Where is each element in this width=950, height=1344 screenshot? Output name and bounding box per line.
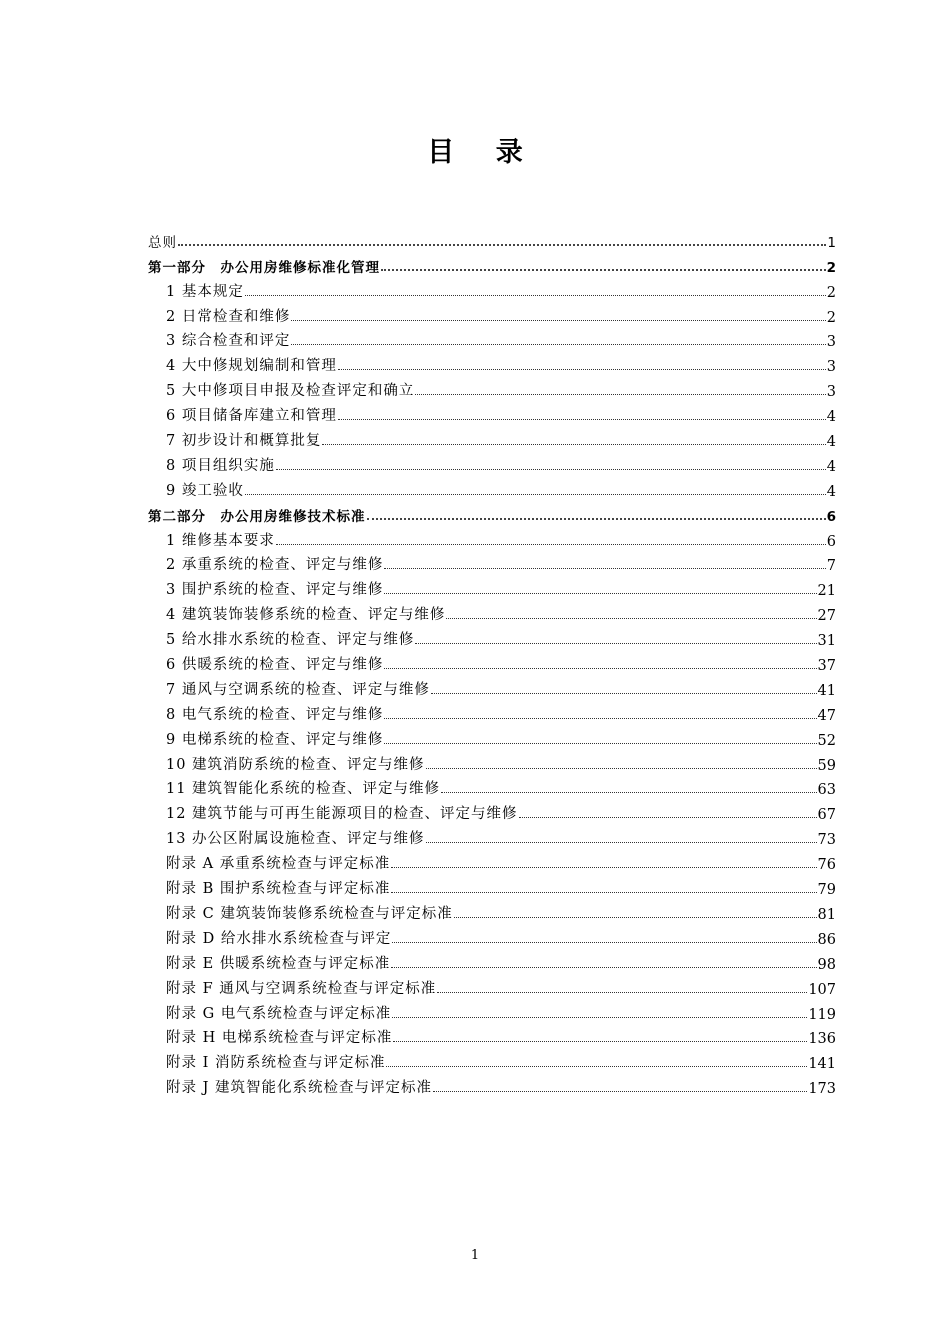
toc-entry-page: 1: [827, 234, 836, 251]
toc-entry[interactable]: [148, 724, 836, 749]
toc-entry-page: 27: [817, 608, 836, 625]
toc-leader-dots: [384, 718, 816, 719]
toc-entry-page: 4: [826, 458, 836, 475]
toc-entry[interactable]: [148, 749, 836, 774]
toc-entry[interactable]: [148, 1072, 836, 1097]
toc-entry-page: 21: [817, 583, 836, 600]
toc-entry-label: 总则: [148, 234, 177, 251]
toc-leader-dots: [433, 1091, 807, 1092]
toc-leader-dots: [245, 494, 826, 495]
toc-entry[interactable]: [148, 898, 836, 923]
toc-leader-dots: [367, 518, 826, 520]
toc-leader-dots: [391, 967, 816, 968]
toc-entry[interactable]: [148, 1047, 836, 1072]
toc-entry-label: 3 围护系统的检查、评定与维修: [166, 582, 384, 599]
toc-entry-label: 4 大中修规划编制和管理: [166, 358, 337, 375]
toc-leader-dots: [392, 1017, 807, 1018]
toc-leader-dots: [338, 369, 826, 370]
toc-leader-dots: [381, 269, 826, 271]
toc-entry-label: 第二部分 办公用房维修技术标准: [148, 508, 366, 525]
toc-entry-page: 7: [826, 558, 836, 575]
toc-entry-label: 10 建筑消防系统的检查、评定与维修: [166, 756, 425, 773]
toc-entry[interactable]: [148, 774, 836, 799]
toc-entry-label: 12 建筑节能与可再生能源项目的检查、评定与维修: [166, 806, 518, 823]
toc-entry-page: 63: [817, 782, 836, 799]
toc-entry-label: 5 给水排水系统的检查、评定与维修: [166, 632, 415, 649]
toc-entry-page: 4: [826, 409, 836, 426]
toc-leader-dots: [393, 1041, 807, 1042]
toc-entry-label: 附录 H 电梯系统检查与评定标准: [166, 1030, 393, 1047]
toc-entry[interactable]: [148, 276, 836, 301]
toc-entry[interactable]: [148, 1023, 836, 1048]
toc-leader-dots: [384, 668, 816, 669]
toc-entry[interactable]: [148, 475, 836, 500]
toc-entry-page: 79: [817, 882, 836, 899]
toc-leader-dots: [338, 419, 826, 420]
toc-entry-page: 136: [808, 1031, 836, 1048]
toc-leader-dots: [245, 295, 826, 296]
toc-leader-dots: [384, 568, 825, 569]
toc-entry[interactable]: [148, 948, 836, 973]
toc-entry-page: 59: [817, 757, 836, 774]
toc-entry-page: 67: [817, 807, 836, 824]
toc-entry-label: 附录 F 通风与空调系统检查与评定标准: [166, 980, 437, 997]
toc-entry-label: 附录 D 给水排水系统检查与评定: [166, 930, 392, 947]
toc-leader-dots: [519, 817, 817, 818]
toc-entry-label: 5 大中修项目申报及检查评定和确立: [166, 383, 415, 400]
toc-entry-label: 9 电梯系统的检查、评定与维修: [166, 731, 384, 748]
toc-leader-dots: [391, 892, 816, 893]
toc-entry-page: 3: [826, 384, 836, 401]
toc-entry-label: 附录 B 围护系统检查与评定标准: [166, 881, 391, 898]
toc-entry[interactable]: [148, 326, 836, 351]
toc-entry-label: 附录 J 建筑智能化系统检查与评定标准: [166, 1080, 433, 1097]
toc-leader-dots: [291, 320, 825, 321]
toc-entry[interactable]: [148, 400, 836, 425]
toc-entry-label: 2 承重系统的检查、评定与维修: [166, 557, 384, 574]
toc-entry-page: 31: [817, 633, 836, 650]
toc-entry-label: 1 基本规定: [166, 283, 244, 300]
toc-leader-dots: [391, 867, 816, 868]
toc-entry-label: 附录 E 供暖系统检查与评定标准: [166, 955, 391, 972]
toc-entry-label: 1 维修基本要求: [166, 532, 275, 549]
toc-entry-page: 73: [817, 832, 836, 849]
toc-entry-label: 第一部分 办公用房维修标准化管理: [148, 259, 380, 276]
toc-leader-dots: [426, 842, 817, 843]
toc-entry-label: 11 建筑智能化系统的检查、评定与维修: [166, 781, 441, 798]
toc-entry-page: 2: [826, 309, 836, 326]
toc-entry-label: 附录 G 电气系统检查与评定标准: [166, 1005, 392, 1022]
toc-entry-label: 7 通风与空调系统的检查、评定与维修: [166, 681, 430, 698]
toc-entry-page: 47: [817, 707, 836, 724]
toc-entry[interactable]: [148, 574, 836, 599]
toc-entry-page: 41: [817, 682, 836, 699]
toc-leader-dots: [415, 394, 825, 395]
toc-leader-dots: [291, 344, 825, 345]
toc-entry[interactable]: [148, 823, 836, 848]
toc-entry-label: 4 建筑装饰装修系统的检查、评定与维修: [166, 607, 446, 624]
toc-entry-label: 附录 I 消防系统检查与评定标准: [166, 1055, 386, 1072]
toc-entry-page: 141: [808, 1056, 836, 1073]
toc-leader-dots: [437, 992, 807, 993]
toc-entry[interactable]: [148, 450, 836, 475]
toc-leader-dots: [322, 444, 825, 445]
page-number: 1: [470, 1248, 480, 1263]
toc-entry-label: 13 办公区附属设施检查、评定与维修: [166, 831, 425, 848]
toc-entry-page: 4: [826, 483, 836, 500]
toc-leader-dots: [392, 942, 816, 943]
toc-entry[interactable]: [148, 500, 836, 525]
toc-entry-page: 86: [817, 931, 836, 948]
toc-leader-dots: [386, 1066, 807, 1067]
toc-entry-page: 3: [826, 334, 836, 351]
toc-entry[interactable]: [148, 301, 836, 326]
toc-entry-label: 3 综合检查和评定: [166, 333, 291, 350]
toc-entry-page: 2: [826, 259, 836, 276]
toc-entry[interactable]: [148, 848, 836, 873]
table-of-contents: [148, 226, 836, 1097]
toc-entry[interactable]: [148, 550, 836, 575]
toc-entry[interactable]: [148, 624, 836, 649]
toc-leader-dots: [426, 768, 817, 769]
toc-entry[interactable]: [148, 425, 836, 450]
toc-leader-dots: [441, 792, 816, 793]
toc-entry-label: 2 日常检查和维修: [166, 308, 291, 325]
toc-entry-page: 52: [817, 732, 836, 749]
toc-entry-page: 2: [826, 284, 836, 301]
toc-entry-page: 4: [826, 434, 836, 451]
toc-leader-dots: [276, 469, 826, 470]
toc-leader-dots: [384, 593, 816, 594]
toc-entry[interactable]: [148, 973, 836, 998]
toc-entry[interactable]: [148, 798, 836, 823]
toc-entry-label: 6 供暖系统的检查、评定与维修: [166, 657, 384, 674]
toc-entry[interactable]: [148, 350, 836, 375]
toc-entry[interactable]: [148, 873, 836, 898]
toc-entry[interactable]: [148, 525, 836, 550]
toc-entry-label: 6 项目储备库建立和管理: [166, 408, 337, 425]
toc-entry-page: 6: [826, 508, 836, 525]
toc-leader-dots: [178, 244, 826, 246]
toc-leader-dots: [276, 544, 826, 545]
page-title: 目 录: [427, 137, 539, 168]
toc-entry-page: 173: [808, 1081, 836, 1098]
toc-entry-label: 附录 C 建筑装饰装修系统检查与评定标准: [166, 905, 453, 922]
toc-entry-label: 7 初步设计和概算批复: [166, 433, 322, 450]
toc-entry-page: 98: [817, 956, 836, 973]
toc-entry-label: 8 电气系统的检查、评定与维修: [166, 706, 384, 723]
toc-entry-label: 附录 A 承重系统检查与评定标准: [166, 856, 391, 873]
toc-leader-dots: [431, 693, 817, 694]
toc-entry[interactable]: [148, 251, 836, 276]
toc-leader-dots: [415, 643, 816, 644]
toc-entry[interactable]: [148, 649, 836, 674]
toc-entry-page: 107: [808, 981, 836, 998]
toc-entry-page: 6: [826, 533, 836, 550]
toc-entry-page: 3: [826, 359, 836, 376]
toc-leader-dots: [454, 917, 817, 918]
toc-leader-dots: [446, 618, 816, 619]
toc-entry[interactable]: [148, 923, 836, 948]
toc-entry[interactable]: [148, 998, 836, 1023]
toc-entry-label: 9 竣工验收: [166, 482, 244, 499]
toc-entry-label: 8 项目组织实施: [166, 457, 275, 474]
toc-entry-page: 119: [808, 1006, 836, 1023]
toc-leader-dots: [384, 743, 816, 744]
toc-entry[interactable]: [148, 226, 836, 251]
toc-entry[interactable]: [148, 699, 836, 724]
toc-entry[interactable]: [148, 674, 836, 699]
toc-entry-page: 81: [817, 906, 836, 923]
toc-entry-page: 76: [817, 857, 836, 874]
toc-entry-page: 37: [817, 658, 836, 675]
toc-entry[interactable]: [148, 599, 836, 624]
toc-entry[interactable]: [148, 375, 836, 400]
